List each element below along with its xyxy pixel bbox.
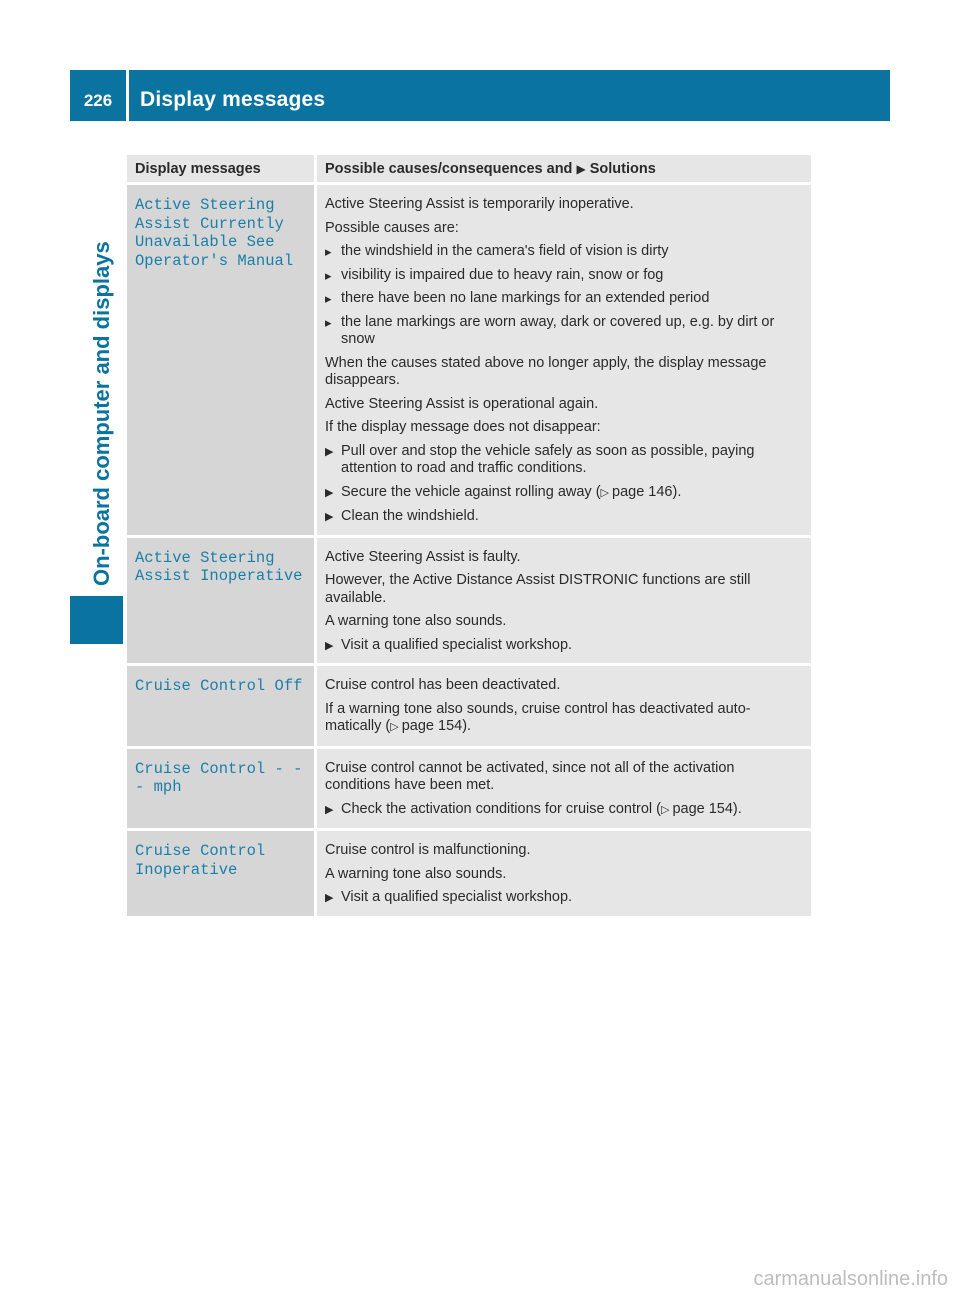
col-header-display-messages: Display messages	[127, 155, 317, 185]
watermark: carmanualsonline.info	[753, 1268, 948, 1290]
line-text: Possible causes are:	[325, 219, 459, 236]
line-tail: ).	[462, 718, 472, 734]
causes-solutions-cell	[317, 749, 811, 832]
paragraph	[325, 220, 803, 238]
display-message-text: Cruise Control Inoperative	[135, 842, 266, 879]
paragraph	[325, 613, 803, 631]
line-tail: ).	[672, 483, 682, 500]
page-ref-arrow-icon: ▷	[600, 486, 609, 499]
display-message-cell	[127, 749, 317, 832]
cause-bullet	[325, 243, 803, 261]
display-message-text: Cruise Control Off	[135, 677, 303, 695]
action-step	[325, 801, 803, 820]
table-row	[127, 749, 811, 832]
line-text: A warning tone also sounds.	[325, 865, 507, 882]
line-text: the lane markings are worn away, dark or covered up, e.g. by dirt or snow	[341, 313, 775, 347]
line-text: If a warning tone also sounds, cruise control has deactivated auto-matically (	[325, 700, 751, 734]
table-row	[127, 666, 811, 749]
paragraph	[325, 866, 803, 884]
line-text: Cruise control has been deactivated.	[325, 677, 561, 693]
causes-solutions-cell	[317, 831, 811, 919]
line-text: visibility is impaired due to heavy rain, snow or fog	[341, 266, 664, 283]
paragraph	[325, 396, 803, 414]
table-row	[127, 831, 811, 919]
page-number: 226	[83, 91, 113, 110]
display-message-cell	[127, 538, 317, 667]
paragraph	[325, 842, 803, 860]
paragraph	[325, 677, 803, 695]
display-message-cell	[127, 831, 317, 919]
action-step	[325, 508, 803, 526]
line-text: Check the activation conditions for cruise control (	[341, 800, 661, 817]
page-reference-link[interactable]: page 154	[672, 800, 733, 817]
line-text: If the display message does not disappear:	[325, 419, 601, 435]
causes-solutions-cell	[317, 185, 811, 538]
paragraph	[325, 355, 803, 390]
play-arrow-icon: ▶	[576, 162, 586, 176]
line-text: However, the Active Distance Assist DISTRONIC functions are still available.	[325, 572, 751, 606]
display-messages-table	[127, 155, 811, 919]
chapter-marker	[70, 596, 123, 644]
page-header	[70, 70, 890, 121]
display-message-text: Active Steering Assist Inoperative	[135, 548, 303, 585]
line-tail: ).	[732, 800, 742, 817]
col-header-causes: Possible causes/consequences and	[325, 161, 573, 177]
paragraph	[325, 549, 803, 567]
line-text: Visit a qualified specialist workshop.	[341, 889, 573, 905]
display-message-text: Cruise Control - - - mph	[135, 759, 303, 796]
table-body	[127, 185, 811, 919]
causes-solutions-cell	[317, 538, 811, 667]
header-divider	[126, 70, 129, 121]
paragraph	[325, 419, 803, 437]
paragraph	[325, 760, 803, 795]
line-text: Active Steering Assist is temporarily inoperative.	[325, 196, 634, 212]
page-reference-link[interactable]: page 154	[401, 718, 463, 734]
line-text: Visit a qualified specialist workshop.	[341, 636, 573, 653]
cause-bullet	[325, 267, 803, 285]
paragraph	[325, 701, 803, 737]
causes-solutions-cell	[317, 666, 811, 749]
col-header-causes-solutions	[317, 155, 811, 185]
section-title: Display messages	[140, 88, 326, 111]
cause-bullet	[325, 314, 803, 349]
page-ref-arrow-icon: ▷	[660, 803, 670, 816]
line-text: A warning tone also sounds.	[325, 613, 507, 629]
col-header-solutions: Solutions	[589, 161, 656, 177]
action-step	[325, 484, 803, 503]
cause-bullet	[325, 290, 803, 308]
paragraph	[325, 572, 803, 607]
chapter-side-tab: On-board computer and displays	[89, 241, 114, 586]
line-text: Pull over and stop the vehicle safely as soon as possible, paying attention to road and traffic conditions.	[341, 442, 755, 476]
page-ref-arrow-icon: ▷	[390, 721, 399, 733]
table-header-row	[127, 155, 811, 185]
table-row	[127, 185, 811, 538]
line-text: there have been no lane markings for an extended period	[341, 290, 710, 306]
action-step	[325, 443, 803, 478]
page-reference-link[interactable]: page 146	[612, 483, 673, 500]
action-step	[325, 637, 803, 655]
display-message-text: Active Steering Assist Currently Unavailable See Operator's Manual	[135, 196, 294, 270]
line-text: Clean the windshield.	[341, 508, 479, 524]
line-text: Active Steering Assist is operational again.	[325, 395, 599, 412]
paragraph	[325, 196, 803, 214]
display-message-cell	[127, 666, 317, 749]
line-text: Active Steering Assist is faulty.	[325, 548, 521, 565]
line-text: When the causes stated above no longer apply, the display message disappears.	[325, 354, 767, 388]
table-row	[127, 538, 811, 667]
line-text: Cruise control cannot be activated, since not all of the activation conditions have been met.	[325, 759, 735, 793]
line-text: Cruise control is malfunctioning.	[325, 842, 531, 858]
line-text: Secure the vehicle against rolling away (	[341, 483, 601, 500]
line-text: the windshield in the camera's field of vision is dirty	[341, 243, 669, 259]
action-step	[325, 889, 803, 907]
display-message-cell	[127, 185, 317, 538]
